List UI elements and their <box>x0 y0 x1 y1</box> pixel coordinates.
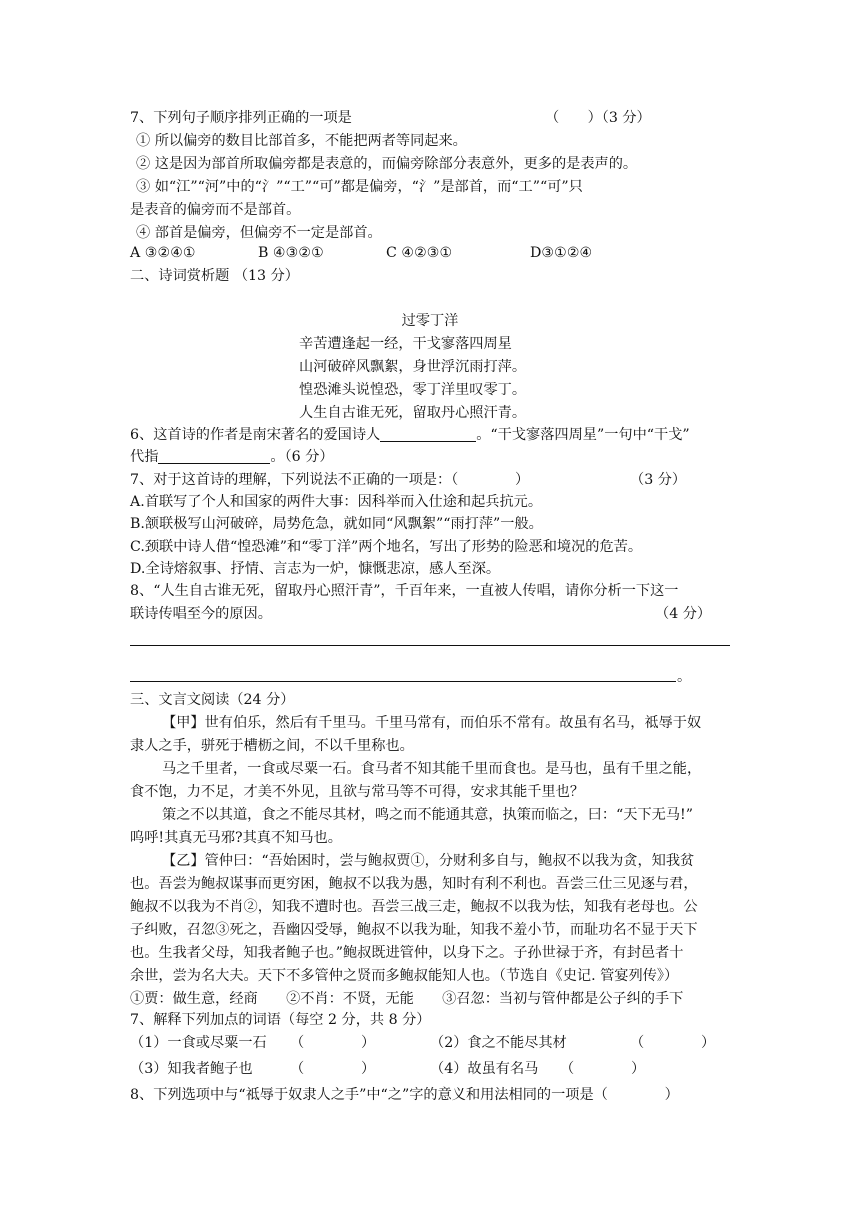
passage-jia-line-2: 隶人之手，骈死于槽枥之间，不以千里称也。 <box>130 738 414 754</box>
passage-notes: ①贾：做生意，经商 ②不肖：不贤，无能 ③召忽：当初与管仲都是公子纠的手下 <box>130 991 684 1007</box>
poem-line-1: 辛苦遭逢起一经，干戈寥落四周星 <box>299 336 512 352</box>
passage-jia-line-1: 【甲】世有伯乐，然后有千里马。千里马常有，而伯乐不常有。故虽有名马，祗辱于奴 <box>162 715 702 731</box>
passage-yi-line-4: 子纠败，召忽③死之，吾幽囚受辱，鲍叔不以我为耻，知我不羞小节，而耻功名不显于天下 <box>130 922 698 938</box>
word-item-4: （4）故虽有名马 <box>430 1061 539 1077</box>
poem-line-4: 人生自古谁无死，留取丹心照汗青。 <box>299 405 527 421</box>
word-item-1: （1）一食或尽粟一石 <box>130 1035 267 1051</box>
section-2-heading: 二、诗词赏析题 （13 分） <box>130 268 299 284</box>
q7-option-a: A ③②④① <box>130 245 196 261</box>
passage-jia-line-3: 马之千里者，一食或尽粟一石。食马者不知其能千里而食也。是马也，虽有千里之能， <box>162 761 702 777</box>
q7-ordering-stem: 7、下列句子顺序排列正确的一项是 <box>130 110 352 126</box>
section-3-heading: 三、文言文阅读（24 分） <box>130 692 295 708</box>
passage-yi-line-5: 也。生我者父母，知我者鲍子也。”鲍叔既进管仲，以身下之。子孙世禄于齐，有封邑者十 <box>130 945 684 961</box>
word-item-3-blank[interactable]: （ ） <box>290 1061 376 1077</box>
q7-words-stem: 7、解释下列加点的词语（每空 2 分，共 8 分） <box>130 1012 431 1028</box>
word-item-4-blank[interactable]: （ ） <box>560 1061 646 1077</box>
q7-sentence-2: ② 这是因为部首所取偏旁都是表意的，而偏旁除部分表意外，更多的是表声的。 <box>136 156 638 172</box>
q7-poem-stem: 7、对于这首诗的理解，下列说法不正确的一项是：（ ） <box>130 472 530 488</box>
poem-line-3: 惶恐滩头说惶恐，零丁洋里叹零丁。 <box>299 382 527 398</box>
q7-option-b: B ④③②① <box>258 245 324 261</box>
passage-jia-line-6: 呜呼!其真无马邪?其真不知马也。 <box>130 830 342 846</box>
passage-jia-line-5: 策之不以其道，食之不能尽其材，鸣之而不能通其意，执策而临之，曰：“天下无马!” <box>162 807 693 823</box>
passage-jia-line-4: 食不饱，力不足，才美不外见，且欲与常马等不可得，安求其能千里也？ <box>130 784 585 800</box>
word-item-2-blank[interactable]: （ ） <box>630 1035 716 1051</box>
q7-option-c: C ④②③① <box>386 245 453 261</box>
q8-poem-stem-cont: 联诗传唱至今的原因。 <box>130 606 272 622</box>
q6-line-1 <box>130 424 690 446</box>
passage-yi-line-3: 鲍叔不以我为不肖②，知我不遭时也。吾尝三战三走，鲍叔不以我为怯，知我有老母也。公 <box>130 899 698 915</box>
q8-answer-line-2[interactable] <box>130 681 676 682</box>
q6-line-2 <box>130 446 334 468</box>
word-item-2: （2）食之不能尽其材 <box>430 1035 567 1051</box>
q7-poem-option-a: A.首联写了个人和国家的两件大事：因科举而入仕途和起兵抗元。 <box>130 494 543 510</box>
q6-text-a: 6、这首诗的作者是南宋著名的爱国诗人 <box>130 427 381 443</box>
q7-ordering-answer-paren: （ ）（3 分） <box>545 110 651 126</box>
q6-answer-blank-2[interactable] <box>158 447 270 464</box>
q6-text-c: 代指 <box>130 449 159 465</box>
q8-poem-stem: 8、“人生自古谁无死，留取丹心照汗青”，千百年来，一直被人传唱，请你分析一下这一 <box>130 583 679 599</box>
q6-text-b: 。“干戈寥落四周星”一句中“干戈” <box>476 427 690 443</box>
q8-zhi-stem: 8、下列选项中与“祗辱于奴隶人之手”中“之”字的意义和用法相同的一项是（ ） <box>130 1087 679 1103</box>
q8-poem-score: （4 分） <box>655 606 712 622</box>
passage-yi-line-6: 余世，尝为名大夫。天下不多管仲之贤而多鲍叔能知人也。（节选自《史记. 管宴列传》） <box>130 968 679 984</box>
q7-sentence-4: ④ 部首是偏旁，但偏旁不一定是部首。 <box>136 225 382 241</box>
q7-poem-option-c: C.颈联中诗人借“惶恐滩”和“零丁洋”两个地名，写出了形势的险恶和境况的危苦。 <box>130 539 643 555</box>
poem-line-2: 山河破碎风飘絮，身世浮沉雨打萍。 <box>299 359 527 375</box>
passage-yi-line-1: 【乙】管仲曰：“吾始困时，尝与鲍叔贾①，分财利多自与，鲍叔不以我为贪，知我贫 <box>162 853 695 869</box>
word-item-3: （3）知我者鲍子也 <box>130 1061 253 1077</box>
q7-poem-option-b: B.颔联极写山河破碎，局势危急，就如同“风飘絮”“雨打萍”一般。 <box>130 516 543 532</box>
q8-answer-end-mark: 。 <box>677 669 692 685</box>
q7-sentence-3: ③ 如“江”“河”中的“氵”“工”“可”都是偏旁，“氵”是部首，而“工”“可”只 <box>136 179 583 195</box>
word-item-1-blank[interactable]: （ ） <box>290 1035 376 1051</box>
q7-sentence-1: ① 所以偏旁的数目比部首多，不能把两者等同起来。 <box>136 133 467 149</box>
poem-title: 过零丁洋 <box>401 313 459 329</box>
q6-text-d: 。（6 分） <box>270 449 334 465</box>
passage-yi-line-2: 也。吾尝为鲍叔谋事而更穷困，鲍叔不以我为愚，知时有利不利也。吾尝三仕三见逐与君， <box>130 876 698 892</box>
q7-sentence-3-cont: 是表音的偏旁而不是部首。 <box>130 202 301 218</box>
q7-poem-option-d: D.全诗熔叙事、抒情、言志为一炉，慷慨悲凉，感人至深。 <box>130 561 501 577</box>
q8-answer-line-1[interactable] <box>130 645 730 646</box>
q7-poem-score: （3 分） <box>630 472 687 488</box>
q7-option-d: D③①②④ <box>530 245 593 261</box>
q6-answer-blank-1[interactable] <box>380 425 476 442</box>
